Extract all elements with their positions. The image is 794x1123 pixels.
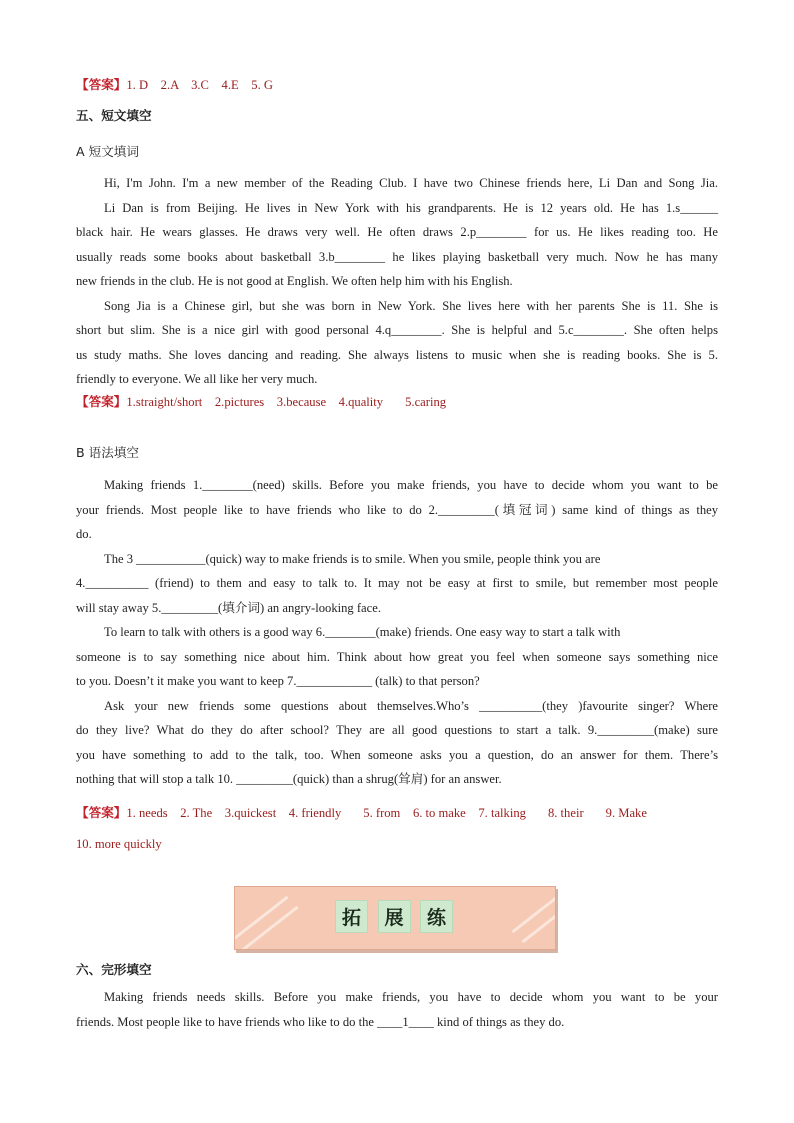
part-a-title: A 短文填词	[76, 144, 139, 159]
part-a-answer	[76, 390, 446, 415]
section-six-title: 六、完形填空	[76, 962, 152, 977]
part-b-answer-continued: 10. more quickly	[76, 837, 162, 851]
passage-line: do.	[76, 527, 92, 541]
passage-line: usually reads some books about basketball 3.b________ he likes playing basketball very much. Now he has many	[76, 249, 718, 264]
answer-label: 【答案】	[76, 78, 127, 92]
passage-line: new friends in the club. He is not good at English. We often help him with his English.	[76, 274, 513, 288]
answer-text: 1.straight/short 2.pictures 3.because 4.quality 5.caring	[126, 395, 447, 409]
passage-line: will stay away 5._________(填介词) an angry-looking face.	[76, 600, 381, 615]
passage-line: Hi, I'm John. I'm a new member of the Reading Club. I have two Chinese friends here, Li Dan and Song Jia.	[104, 176, 718, 190]
answer-text: 1. D 2.A 3.C 4.E 5. G	[126, 78, 273, 92]
part-b-title: B 语法填空	[76, 445, 140, 460]
passage-line: Making friends needs skills. Before you make friends, you have to decide whom you want to be your	[104, 990, 718, 1004]
passage-line: us study maths. She loves dancing and reading. She always listens to music when she is reading books. She is 5.	[76, 347, 718, 362]
passage-line: nothing that will stop a talk 10. _________(quick) than a shrug(耸肩) for an answer.	[76, 772, 502, 786]
answer-label: 【答案】	[76, 395, 127, 409]
answer-key-top	[76, 73, 273, 98]
passage-line: To learn to talk with others is a good way 6.________(make) friends. One easy way to start a talk with	[104, 625, 621, 639]
banner-char: 拓	[335, 900, 368, 933]
part-a-passage	[76, 171, 718, 392]
section-five-title: 五、短文填空	[76, 108, 152, 123]
extension-practice-banner	[234, 886, 556, 950]
passage-line: you have something to add to the talk, too. When someone asks you a question, do an answer for them. There’s	[76, 747, 718, 762]
answer-label: 【答案】	[76, 806, 127, 820]
passage-line: short but slim. She is a nice girl with good personal 4.q________. She is helpful and 5.c________. She often helps	[76, 323, 718, 337]
passage-line: friendly to everyone. We all like her very much.	[76, 372, 318, 386]
passage-line: Song Jia is a Chinese girl, but she was born in New York. She lives here with her parents She is 11. She is	[104, 298, 718, 313]
passage-line: The 3 ___________(quick) way to make friends is to smile. When you smile, people think you are	[104, 551, 601, 566]
section-six-passage	[76, 985, 718, 1034]
banner-char: 展	[378, 900, 411, 933]
passage-line: to you. Doesn’t it make you want to keep 7.____________ (talk) to that person?	[76, 674, 480, 688]
passage-line: friends. Most people like to have friends who like to do the ____1____ kind of things as they do.	[76, 1014, 565, 1029]
answer-text: 1. needs 2. The 3.quickest 4. friendly 5. from 6. to make 7. talking 8. their 9. Make	[126, 806, 647, 820]
banner-char: 练	[420, 900, 453, 933]
part-b-answer	[76, 801, 647, 826]
part-b-passage	[76, 473, 718, 792]
passage-line: Making friends 1.________(need) skills. Before you make friends, you have to decide whom you want to be	[104, 478, 718, 492]
passage-line: Li Dan is from Beijing. He lives in New York with his grandparents. He is 12 years old. He has 1.s______	[104, 200, 718, 215]
passage-line: someone is to say something nice about him. Think about how great you feel when someone says something nice	[76, 649, 718, 664]
passage-line: Ask your new friends some questions about themselves.Who’s __________(they )favourite singer? Where	[104, 698, 718, 713]
passage-line: black hair. He wears glasses. He draws very well. He often draws 2.p________ for us. He likes reading too. He	[76, 225, 718, 239]
passage-line: 4.__________ (friend) to them and easy to talk to. It may not be easy at first to smile, but remember most people	[76, 576, 718, 590]
passage-line: your friends. Most people like to have friends who like to do 2._________(填冠词) same kind of things as they	[76, 502, 718, 517]
passage-line: do they live? What do they do after school? They are all good questions to start a talk. 9._________(make) sure	[76, 723, 718, 737]
